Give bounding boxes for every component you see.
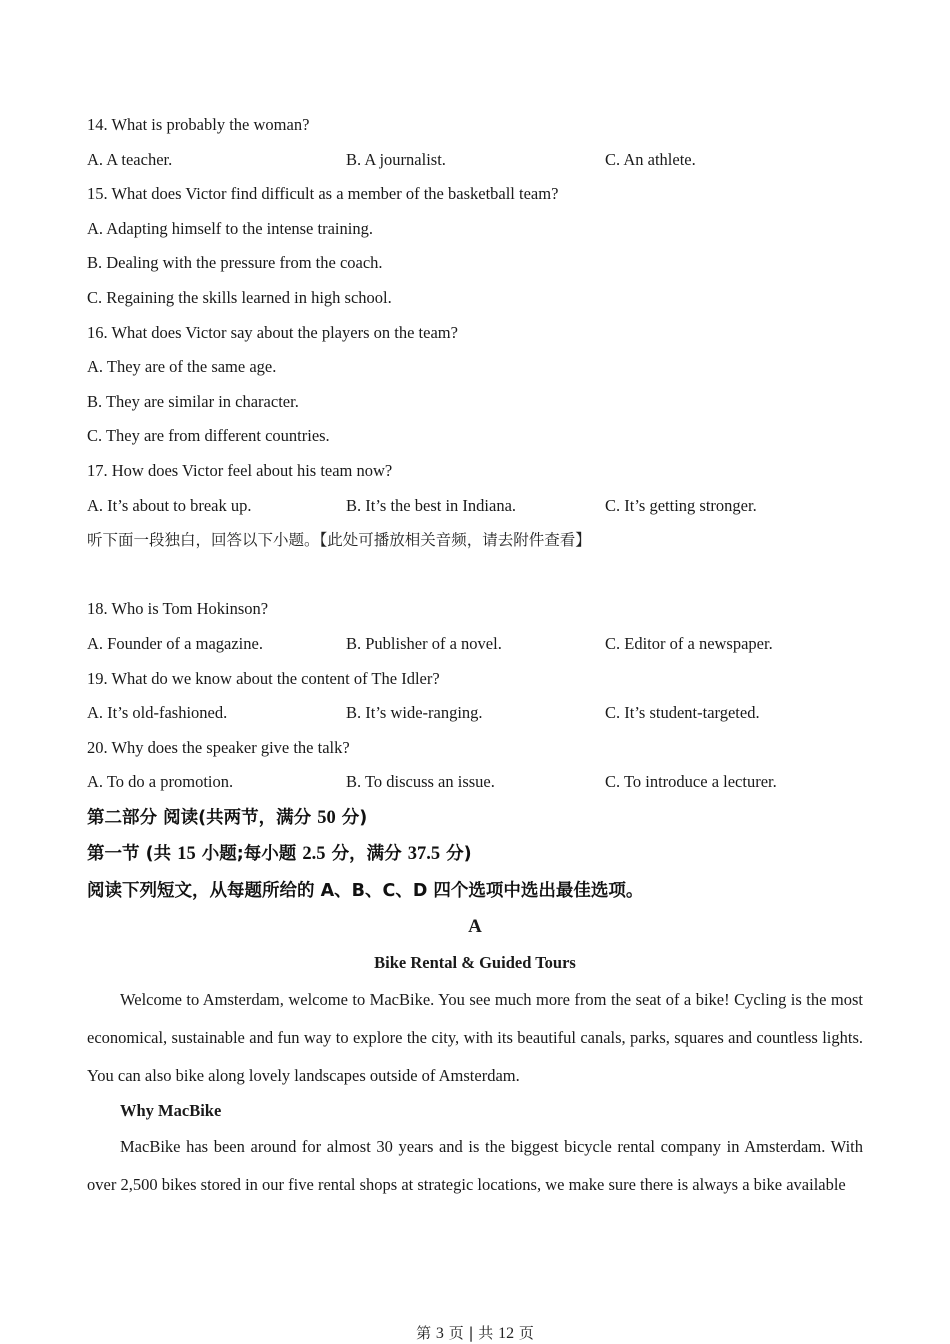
passage-paragraph-1: Welcome to Amsterdam, welcome to MacBike. You see much more from the seat of a bike! Cycling is the most economical, sustainable and fun way to explore the city, with its beautiful canals, parks, squares and countless lights. You can also bike along lovely landscapes outside of Amsterdam. — [87, 990, 863, 1085]
question-19-options — [87, 696, 863, 731]
page-number: 3 — [435, 1325, 444, 1342]
question-16: 16. What does Victor say about the players on the team? — [87, 322, 458, 342]
option-b: B. A journalist. — [346, 149, 446, 169]
question-20-options — [87, 765, 863, 800]
option-c: C. They are from different countries. — [87, 426, 330, 446]
passage-title: Bike Rental & Guided Tours — [374, 953, 576, 973]
passage-paragraph-2: MacBike has been around for almost 30 years and is the biggest bicycle rental company in Amsterdam. With over 2,500 bikes stored in our five rental shops at strategic locations, we make sure there is always a bike available — [87, 1137, 863, 1194]
option-a: A. A teacher. — [87, 149, 173, 169]
option-c: C. Editor of a newspaper. — [605, 633, 773, 653]
option-b: B. Dealing with the pressure from the coach. — [87, 253, 383, 273]
option-c: C. It’s student-targeted. — [605, 703, 760, 723]
exam-page — [87, 108, 863, 1203]
question-20: 20. Why does the speaker give the talk? — [87, 737, 350, 757]
question-15: 15. What does Victor find difficult as a member of the basketball team? — [87, 184, 559, 204]
option-c: C. Regaining the skills learned in high school. — [87, 287, 392, 307]
option-a: A. It’s about to break up. — [87, 495, 252, 515]
spacer — [87, 558, 863, 593]
option-a: A. Adapting himself to the intense training. — [87, 218, 373, 238]
option-c: C. It’s getting stronger. — [605, 495, 757, 515]
page-footer: 第 3 页 | 共 12 页 — [416, 1324, 534, 1342]
option-a: A. To do a promotion. — [87, 772, 234, 792]
page-total: 12 — [498, 1325, 515, 1342]
question-14: 14. What is probably the woman? — [87, 115, 310, 134]
option-a: A. Founder of a magazine. — [87, 633, 263, 653]
option-b: B. They are similar in character. — [87, 391, 299, 411]
question-17: 17. How does Victor feel about his team now? — [87, 460, 393, 480]
section-one-heading: 第一节 (共 15 小题;每小题 2.5 分，满分 37.5 分) — [87, 844, 472, 865]
question-18: 18. Who is Tom Hokinson? — [87, 599, 269, 619]
question-18-options — [87, 627, 863, 662]
monologue-instruction: 听下面一段独白，回答以下小题。【此处可播放相关音频，请去附件查看】 — [87, 531, 591, 550]
option-b: B. It’s the best in Indiana. — [346, 495, 517, 515]
question-14-options — [87, 143, 863, 178]
option-a: A. They are of the same age. — [87, 357, 277, 377]
option-c: C. To introduce a lecturer. — [605, 772, 777, 792]
passage-letter: A — [468, 916, 482, 938]
reading-instruction: 阅读下列短文，从每题所给的 A、B、C、D 四个选项中选出最佳选项。 — [87, 880, 644, 901]
passage-subheading: Why MacBike — [120, 1101, 222, 1121]
option-a: A. It’s old-fashioned. — [87, 703, 228, 723]
option-b: B. It’s wide-ranging. — [346, 703, 483, 723]
question-17-options — [87, 489, 863, 524]
question-19: 19. What do we know about the content of The Idler? — [87, 668, 440, 688]
part-two-heading: 第二部分 阅读(共两节，满分 50 分) — [87, 807, 368, 828]
option-b: B. Publisher of a novel. — [346, 633, 502, 653]
option-b: B. To discuss an issue. — [346, 772, 495, 792]
option-c: C. An athlete. — [605, 149, 696, 169]
